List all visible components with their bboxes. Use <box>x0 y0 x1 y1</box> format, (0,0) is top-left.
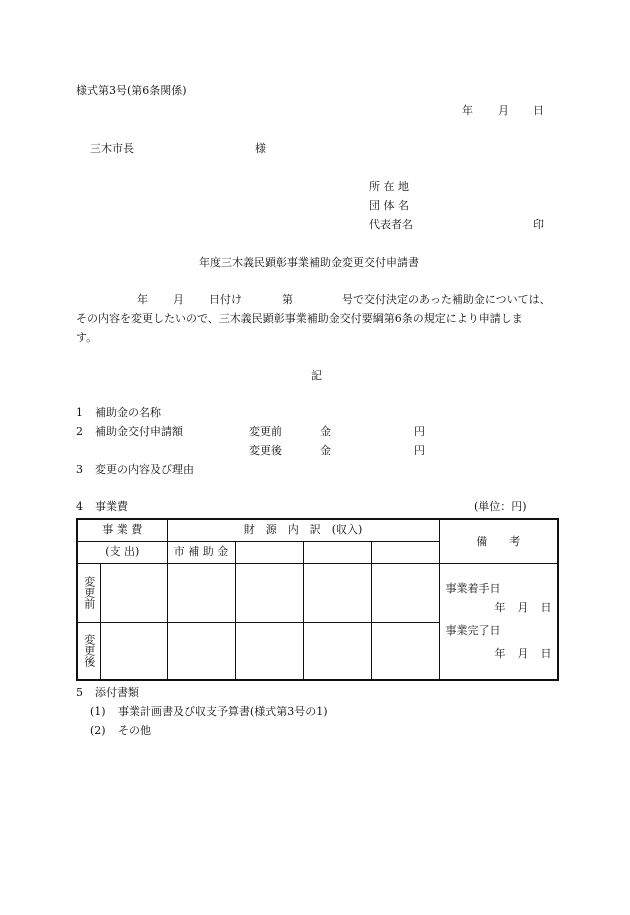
item-3-num: 3 <box>76 463 83 476</box>
header-blank-1 <box>235 541 303 563</box>
attachment-2-label: その他 <box>118 724 151 737</box>
budget-table <box>76 518 559 681</box>
header-biko: 備 考 <box>439 519 558 564</box>
body-line1-rest: 号で交付決定のあった補助金については、 <box>342 293 551 306</box>
document-title: 年度三木義民顕彰事業補助金変更交付申請書 <box>199 256 419 269</box>
seal-mark: 印 <box>533 218 544 231</box>
item-4-num: 4 <box>76 500 83 513</box>
remarks-cell <box>439 564 558 680</box>
header-blank-3 <box>371 541 439 563</box>
end-date-tsuki: 月 <box>517 647 529 661</box>
amount-before-yen: 円 <box>414 425 425 438</box>
applicant-rep-label: 代表者名 <box>369 218 413 231</box>
addressee-name: 三木市長 <box>90 142 134 155</box>
start-date-hi: 日 <box>540 601 552 615</box>
ki-heading: 記 <box>311 369 322 382</box>
amount-before-label: 変更前 <box>249 425 282 438</box>
end-date-label: 事業完了日 <box>445 624 501 638</box>
before-cell-3[interactable] <box>235 564 303 623</box>
header-jigyouhi: 事 業 費 <box>77 519 167 541</box>
date-year-label: 年 <box>462 104 473 117</box>
before-cell-2[interactable] <box>167 564 235 623</box>
before-cell-4[interactable] <box>303 564 371 623</box>
header-shi-hojokin: 市 補 助 金 <box>167 541 235 563</box>
after-cell-3[interactable] <box>235 622 303 680</box>
item-3-label: 変更の内容及び理由 <box>95 463 194 476</box>
amount-after-yen: 円 <box>414 444 425 457</box>
item-1-label: 補助金の名称 <box>95 406 161 419</box>
after-cell-2[interactable] <box>167 622 235 680</box>
after-cell-5[interactable] <box>371 622 439 680</box>
end-date-hi: 日 <box>540 647 552 661</box>
before-cell-1[interactable] <box>100 564 167 623</box>
header-shishutsu: (支 出) <box>77 541 167 563</box>
header-blank-2 <box>303 541 371 563</box>
item-4-label: 事業費 <box>95 500 128 513</box>
start-date-label: 事業着手日 <box>445 582 501 596</box>
body-no: 第 <box>282 293 293 306</box>
addressee-honorific: 様 <box>255 142 266 155</box>
item-1-num: 1 <box>76 406 83 419</box>
item-2-num: 2 <box>76 425 83 438</box>
date-day-label: 日 <box>533 104 544 117</box>
after-cell-1[interactable] <box>100 622 167 680</box>
end-date-nen: 年 <box>494 647 506 661</box>
body-month: 月 <box>173 293 184 306</box>
applicant-group-label: 団 体 名 <box>369 199 409 212</box>
body-line2: その内容を変更したいので、三木義民顕彰事業補助金交付要綱第6条の規定により申請しま <box>76 312 523 325</box>
form-number: 様式第3号(第6条関係) <box>76 84 187 97</box>
item-5-label: 添付書類 <box>95 686 139 699</box>
header-zaigen: 財 源 内 訳 (収入) <box>167 519 439 541</box>
date-month-label: 月 <box>498 104 509 117</box>
amount-after-kin: 金 <box>320 444 331 457</box>
amount-after-label: 変更後 <box>249 444 282 457</box>
amount-before-kin: 金 <box>320 425 331 438</box>
applicant-address-label: 所 在 地 <box>369 180 409 193</box>
unit-label: (単位：円) <box>474 500 527 513</box>
body-year: 年 <box>137 293 148 306</box>
attachment-2-num: (2) <box>90 724 106 737</box>
row-after-label: 変更後 <box>77 622 100 680</box>
before-cell-5[interactable] <box>371 564 439 623</box>
start-date-tsuki: 月 <box>517 601 529 615</box>
row-before-label: 変更前 <box>77 564 100 623</box>
body-day: 日付け <box>209 293 242 306</box>
attachment-1-label: 事業計画書及び収支予算書(様式第3号の1) <box>118 705 328 718</box>
item-2-label: 補助金交付申請額 <box>95 425 183 438</box>
body-line3: す。 <box>76 331 98 344</box>
item-5-num: 5 <box>76 686 83 699</box>
after-cell-4[interactable] <box>303 622 371 680</box>
start-date-nen: 年 <box>494 601 506 615</box>
attachment-1-num: (1) <box>90 705 106 718</box>
